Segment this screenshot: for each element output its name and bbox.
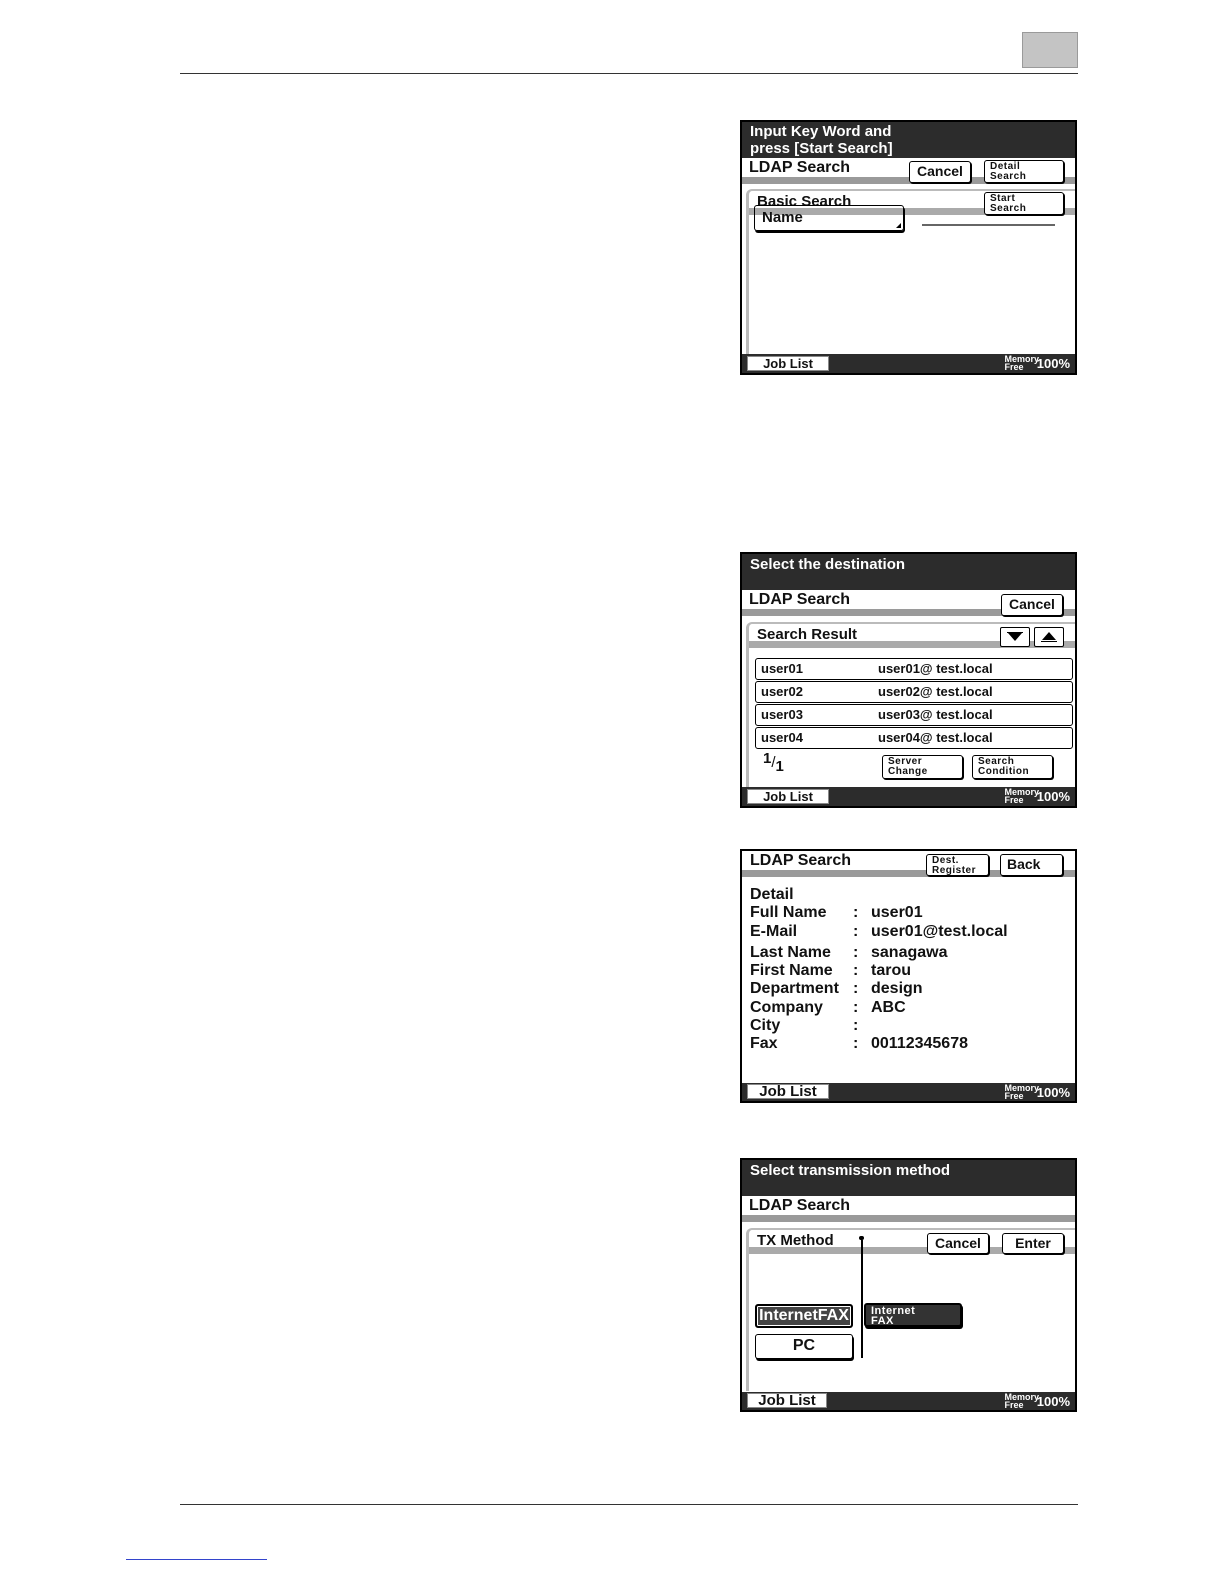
column-divider	[861, 1240, 863, 1358]
job-list-button[interactable]: Job List	[747, 356, 829, 371]
colon: :	[853, 962, 859, 980]
back-button[interactable]: Back	[1000, 854, 1063, 876]
button-label: Search	[990, 203, 1027, 214]
screen-title: LDAP Search	[750, 852, 852, 869]
button-label: Search	[990, 171, 1027, 182]
memory-free-label	[1004, 1393, 1039, 1409]
cancel-button[interactable]: Cancel	[927, 1233, 989, 1254]
field-label: Department	[750, 980, 839, 998]
field-label: E-Mail	[750, 922, 798, 940]
memory-free-label	[1004, 355, 1039, 371]
button-label: Change	[888, 766, 928, 777]
colon: :	[853, 922, 859, 940]
up-arrow-icon	[1041, 641, 1057, 642]
colon: :	[853, 1035, 859, 1053]
job-list-button[interactable]: Job List	[747, 789, 829, 804]
button-label: Start	[990, 193, 1016, 204]
memory-label: Memory	[1004, 1083, 1039, 1093]
page-slash: /	[771, 754, 776, 771]
page-current: 1	[763, 750, 772, 767]
chip-label: Internet	[871, 1305, 916, 1317]
chapter-tab	[1022, 32, 1078, 68]
field-label: Fax	[750, 1035, 778, 1053]
status-bar	[742, 787, 1075, 806]
message-line: Select transmission method	[750, 1162, 951, 1179]
result-email: user03@ test.local	[878, 707, 993, 722]
button-label: Detail	[990, 161, 1021, 172]
field-label: Full Name	[750, 904, 827, 922]
result-row[interactable]	[755, 727, 1073, 749]
memory-value: 100%	[1036, 1394, 1070, 1409]
cancel-button[interactable]: Cancel	[1001, 594, 1063, 616]
footer-rule	[180, 1504, 1078, 1505]
memory-value: 100%	[1036, 1085, 1070, 1100]
result-row[interactable]	[755, 658, 1073, 680]
panel-header	[749, 624, 1075, 648]
keyword-input[interactable]	[922, 224, 1055, 226]
title-bar	[742, 158, 1075, 184]
memory-label: Memory	[1004, 787, 1039, 797]
field-value: 00112345678	[871, 1035, 968, 1053]
colon: :	[853, 998, 859, 1016]
message-line: Select the destination	[750, 556, 906, 573]
memory-value: 100%	[1036, 356, 1070, 371]
colon: :	[853, 904, 859, 922]
title-bar	[742, 590, 1075, 616]
footer-link-underline	[126, 1559, 267, 1560]
header-rule	[180, 73, 1078, 74]
field-label: City	[750, 1017, 781, 1035]
colon: :	[853, 943, 859, 961]
message-area	[742, 1160, 1075, 1196]
result-email: user04@ test.local	[878, 730, 993, 745]
title-bar	[742, 1196, 1075, 1222]
result-email: user01@ test.local	[878, 661, 993, 676]
screen-title: LDAP Search	[749, 159, 851, 176]
free-label: Free	[1004, 1400, 1024, 1410]
cancel-button[interactable]: Cancel	[909, 161, 971, 183]
panel-title: Basic Search	[757, 193, 852, 210]
result-name: user03	[761, 707, 803, 722]
memory-free-label	[1004, 788, 1039, 804]
detail-search-button[interactable]	[984, 160, 1064, 183]
message-area	[742, 122, 1075, 158]
detail-heading: Detail	[750, 886, 794, 903]
status-bar	[742, 354, 1075, 373]
memory-label: Memory	[1004, 1392, 1039, 1402]
memory-free-label	[1004, 1084, 1039, 1100]
field-label: Company	[750, 998, 823, 1016]
enter-button[interactable]: Enter	[1002, 1233, 1064, 1254]
message-area	[742, 554, 1075, 590]
memory-label: Memory	[1004, 354, 1039, 364]
field-label: Name	[762, 209, 803, 226]
result-row[interactable]	[755, 704, 1073, 726]
search-result-panel	[746, 622, 1075, 787]
field-value: sanagawa	[871, 943, 948, 961]
screen-title: LDAP Search	[749, 591, 851, 608]
basic-search-screen	[740, 120, 1077, 375]
message-line: Input Key Word and	[750, 123, 892, 140]
field-value: user01	[871, 904, 923, 922]
tx-method-screen	[740, 1158, 1077, 1412]
up-arrow-icon	[1042, 632, 1056, 640]
free-label: Free	[1004, 795, 1024, 805]
scroll-up-button[interactable]	[1034, 627, 1064, 647]
panel-title: Search Result	[757, 626, 858, 643]
result-row[interactable]	[755, 681, 1073, 703]
button-label: Dest.	[932, 855, 959, 866]
name-field-select[interactable]	[754, 205, 904, 231]
message-line: press [Start Search]	[750, 140, 893, 157]
title-bar	[742, 851, 1075, 877]
screen-title: LDAP Search	[749, 1197, 851, 1214]
scroll-down-button[interactable]	[1000, 627, 1030, 647]
field-value: ABC	[871, 998, 906, 1016]
colon: :	[853, 980, 859, 998]
field-value: tarou	[871, 962, 911, 980]
tx-method-panel	[746, 1228, 1075, 1391]
detail-screen	[740, 849, 1077, 1103]
status-bar	[742, 1083, 1075, 1101]
colon: :	[853, 1017, 859, 1035]
free-label: Free	[1004, 362, 1024, 372]
chip-label: FAX	[871, 1315, 894, 1327]
memory-value: 100%	[1036, 789, 1070, 804]
page-total: 1	[775, 758, 784, 775]
button-label: Register	[932, 865, 977, 876]
dropdown-corner-icon	[896, 223, 901, 228]
panel-title: TX Method	[757, 1232, 834, 1249]
selected-internet-fax-chip[interactable]	[864, 1303, 962, 1327]
result-name: user02	[761, 684, 803, 699]
search-result-screen	[740, 552, 1077, 808]
button-label: Condition	[978, 766, 1030, 777]
field-value: design	[871, 980, 923, 998]
job-list-button[interactable]: Job List	[747, 1393, 827, 1408]
dest-register-button[interactable]	[926, 854, 989, 876]
basic-search-panel	[746, 189, 1075, 354]
pc-button[interactable]: PC	[755, 1334, 853, 1359]
down-arrow-icon	[1008, 633, 1022, 641]
server-change-button[interactable]	[882, 755, 963, 779]
field-label: First Name	[750, 962, 833, 980]
panel-header	[749, 1230, 1075, 1254]
internetfax-button[interactable]: InternetFAX	[755, 1304, 853, 1328]
job-list-button[interactable]: Job List	[747, 1084, 829, 1099]
start-search-button[interactable]	[984, 192, 1064, 215]
status-bar	[742, 1392, 1075, 1410]
field-label: Last Name	[750, 943, 831, 961]
button-label: Search	[978, 756, 1015, 767]
free-label: Free	[1004, 1091, 1024, 1101]
page-indicator	[763, 750, 784, 775]
field-value: user01@test.local	[871, 922, 1008, 940]
result-name: user01	[761, 661, 803, 676]
result-name: user04	[761, 730, 803, 745]
search-condition-button[interactable]	[972, 755, 1053, 779]
result-email: user02@ test.local	[878, 684, 993, 699]
button-label: Server	[888, 756, 923, 767]
